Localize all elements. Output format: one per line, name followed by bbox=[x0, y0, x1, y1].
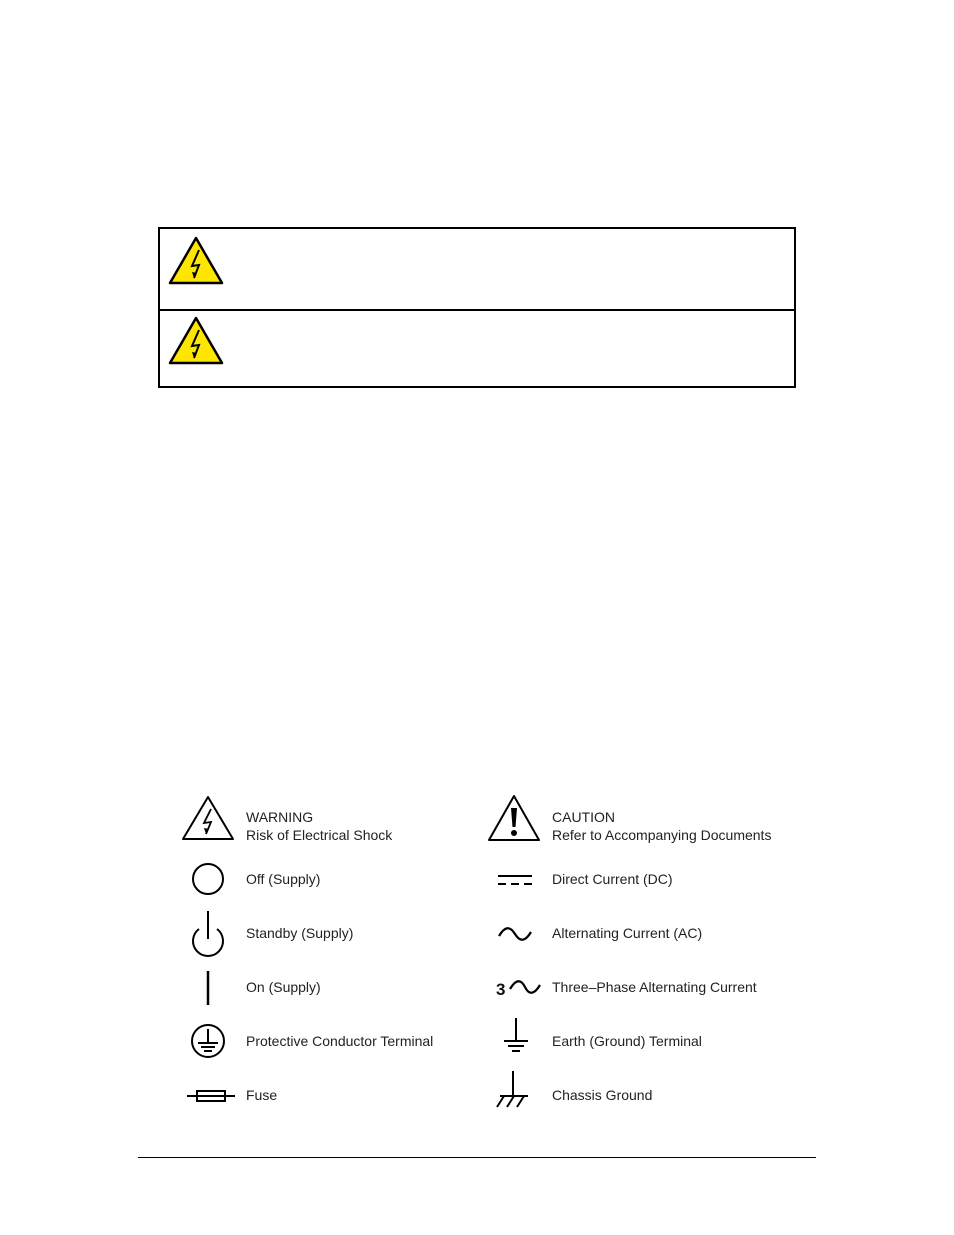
warning-row-1 bbox=[160, 229, 794, 311]
earth-ground-label: Earth (Ground) Terminal bbox=[552, 1033, 702, 1049]
direct-current-icon bbox=[497, 873, 533, 887]
high-voltage-warning-icon bbox=[168, 236, 224, 286]
caution-icon bbox=[487, 794, 541, 842]
chassis-ground-icon bbox=[494, 1070, 532, 1110]
off-supply-label: Off (Supply) bbox=[246, 871, 321, 887]
caution-title: CAUTION bbox=[552, 809, 615, 825]
high-voltage-warning-icon bbox=[168, 316, 224, 366]
warning-description: Risk of Electrical Shock bbox=[246, 827, 393, 843]
three-phase-digit: 3 bbox=[496, 980, 506, 999]
off-supply-icon bbox=[190, 862, 226, 896]
protective-conductor-label: Protective Conductor Terminal bbox=[246, 1033, 434, 1049]
fuse-icon bbox=[186, 1088, 236, 1104]
standby-supply-label: Standby (Supply) bbox=[246, 925, 354, 941]
three-phase-ac-label: Three–Phase Alternating Current bbox=[552, 979, 757, 995]
alternating-current-label: Alternating Current (AC) bbox=[552, 925, 703, 941]
warning-row-2 bbox=[160, 311, 794, 389]
earth-ground-icon bbox=[502, 1017, 530, 1055]
standby-supply-icon bbox=[190, 909, 226, 959]
footer-divider bbox=[138, 1157, 816, 1158]
fuse-label: Fuse bbox=[246, 1087, 278, 1103]
on-supply-icon bbox=[204, 970, 212, 1006]
alternating-current-icon bbox=[497, 925, 533, 943]
warning-box bbox=[158, 227, 796, 388]
protective-conductor-icon bbox=[190, 1023, 226, 1059]
on-supply-label: On (Supply) bbox=[246, 979, 321, 995]
direct-current-label: Direct Current (DC) bbox=[552, 871, 673, 887]
chassis-ground-label: Chassis Ground bbox=[552, 1087, 653, 1103]
warning-title: WARNING bbox=[246, 809, 314, 825]
electric-shock-warning-icon bbox=[181, 795, 235, 841]
caution-description: Refer to Accompanying Documents bbox=[552, 827, 772, 843]
